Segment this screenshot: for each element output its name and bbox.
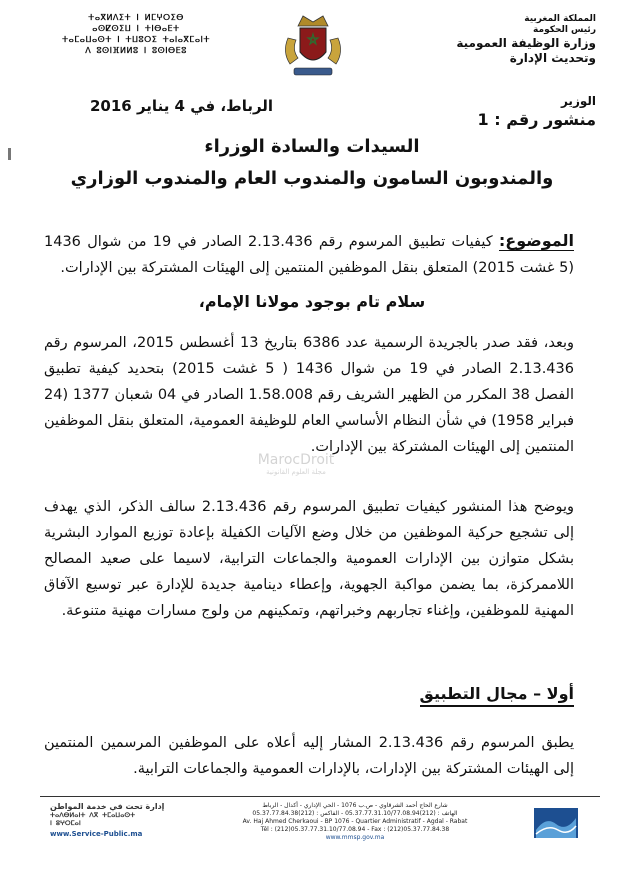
tifinagh-line-1: ⵜⴰⴳⵍⴷⵉⵜ ⵏ ⵍⵎⵖⵔⵉⴱ xyxy=(88,13,184,22)
document-date: الرباط، في 4 يناير 2016 xyxy=(90,97,274,115)
footer-tifinagh-1: ⵜⴰⴷⴱⵍⴰⵏⵜ ⴷⴳ ⵜⵎⴰⵡⴰⵙⵜ xyxy=(50,811,136,819)
section-1-title: أولا – مجال التطبيق xyxy=(420,684,574,707)
government-head: رئيس الحكومة xyxy=(533,25,596,35)
footer-address-ar: شارع الحاج أحمد الشرقاوي - ص.ب 1076 - الحي الإداري - أكدال - الرباط xyxy=(262,802,448,809)
paragraph-2: ويوضح هذا المنشور كيفيات تطبيق المرسوم رقم 2.13.436 سالف الذكر، الذي يهدف إلى تشجيع حركية الموظفين من خلال وضع الآليات الكفيلة بإعادة توزيع الموارد البشرية بشكل متوازن بين الإدارات العمومية والجماعات الترابية، لاسيما على صعيد المصالح اللاممركزة، بما يضمن مواكبة الجهوية، وإعطاء دينامية جديدة للإدارة عبر توسيع الآفاق المهنية للموظفين، وإغناء تجاربهم وخبراتهم، وتمكينهم من ولوج مسارات مهنية متنوعة. xyxy=(44,499,574,619)
footer-slogan: إدارة تحت في خدمة المواطن xyxy=(50,802,165,811)
watermark-tagline: مجلة العلوم القانونية xyxy=(266,468,326,476)
subject-paragraph xyxy=(44,228,574,281)
service-public-link[interactable]: www.Service-Public.ma xyxy=(50,830,143,838)
subject-label: الموضوع: xyxy=(498,231,574,250)
paragraph-1: وبعد، فقد صدر بالجريدة الرسمية عدد 6386 بتاريخ 13 أغسطس 2015، المرسوم رقم 2.13.436 الصادر في 19 من شوال 1436 ( 5 غشت 2015) بتحديد كيفية تطبيق الفصل 38 المكرر من الظهير الشريف رقم 1.58.008 الصادر في 04 شعبان 1377 (24 فبراير 1958) في شأن النظام الأساسي العام للوظيفة العمومية، المتعلق بنقل الموظفين المنتمين إلى الهيئات المشتركة بين الإدارات. xyxy=(44,335,575,455)
watermark xyxy=(236,452,356,476)
addressee-line-1: السيدات والسادة الوزراء xyxy=(204,136,420,157)
tifinagh-line-4: ⴷ ⵓⵙⵏⴼⵍⵍⵓ ⵏ ⵓⵙⵏⴱⴹⵓ xyxy=(85,46,187,55)
ministry-name-2: وتحديث الإدارة xyxy=(509,51,596,65)
footer-contact xyxy=(230,802,480,842)
tifinagh-line-3: ⵜⴰⵎⴰⵡⴰⵙⵜ ⵏ ⵜⵡⵓⵔⵉ ⵜⴰⵏⴰⴳⵎⴰⵏⵜ xyxy=(62,35,210,44)
tifinagh-line-2: ⴰⵙⵇⵙⵉⵡ ⵏ ⵜⵏⴱⴰⴹⵜ xyxy=(92,24,180,33)
ministry-website-link[interactable]: www.mmsp.gov.ma xyxy=(325,834,385,841)
subject-text: كيفيات تطبيق المرسوم رقم 2.13.436 الصادر في 19 من شوال 1436 (5 غشت 2015) المتعلق بنقل الموظفين المنتمين إلى الهيئات المشتركة بين الإدارات. xyxy=(44,234,574,276)
minister-label: الوزير xyxy=(560,94,596,108)
ministry-header xyxy=(436,14,596,66)
section-1-text: يطبق المرسوم رقم 2.13.436 المشار إليه أعلاه على الموظفين المرسمين المنتمين إلى الهيئات المشتركة بين الإدارات، بالإدارات العمومية والجماعات الترابية. xyxy=(44,735,574,777)
circular-number: منشور رقم : 1 xyxy=(477,110,596,129)
ministry-name: وزارة الوظيفة العمومية xyxy=(456,36,596,50)
kingdom-name: المملكة المغربية xyxy=(524,14,596,24)
watermark-name: MarocDroit xyxy=(257,452,335,468)
addressee-line-2: والمندوبون السامون والمندوب العام والمندوب الوزاري xyxy=(70,168,554,189)
greeting: سلام تام بوجود مولانا الإمام، xyxy=(198,292,426,311)
footer-address-fr: Av. Haj Ahmed Cherkaoui - BP 1076 - Quartier Administratif - Agdal - Rabat xyxy=(242,818,468,825)
footer-tifinagh-2: ⵏ ⵓⵖⵔⵎⴰⵏ xyxy=(50,819,81,827)
ministry-logo-icon xyxy=(534,808,578,838)
footer-phone-fr: Tél : (212)05.37.77.31.10/77.08.94 - Fax : (212)05.37.77.84.38 xyxy=(260,826,450,833)
coat-of-arms-emblem xyxy=(278,12,348,80)
footer-service-public xyxy=(50,802,220,838)
tifinagh-header xyxy=(56,12,216,56)
footer-phone-ar: الهاتف : (212)05.37.77.31.10/77.08.94 - الفاكس : (212)05.37.77.84.38 xyxy=(252,810,458,817)
footer-divider xyxy=(40,796,600,797)
